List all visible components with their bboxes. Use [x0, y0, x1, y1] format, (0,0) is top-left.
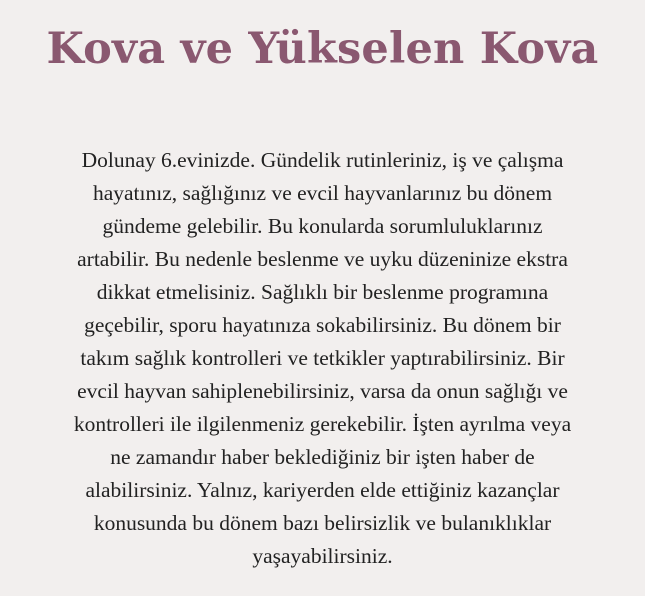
- paragraph-line: yaşayabilirsiniz.: [252, 544, 393, 568]
- horoscope-paragraph: [14, 144, 631, 573]
- paragraph-line: evcil hayvan sahiplenebilirsiniz, varsa da onun sağlığı ve: [77, 379, 568, 403]
- paragraph-line: kontrolleri ile ilgilenmeniz gerekebilir. İşten ayrılma veya: [73, 412, 572, 436]
- paragraph-line: alabilirsiniz. Yalnız, kariyerden elde ettiğiniz kazançlar: [85, 478, 560, 502]
- paragraph-line: Dolunay 6.evinizde. Gündelik rutinleriniz, iş ve çalışma: [81, 148, 564, 172]
- paragraph-line: dikkat etmelisiniz. Sağlıklı bir beslenme programına: [96, 280, 549, 304]
- paragraph-line: geçebilir, sporu hayatınıza sokabilirsiniz. Bu dönem bir: [84, 313, 561, 337]
- paragraph-line: ne zamandır haber beklediğiniz bir işten haber de: [110, 445, 535, 469]
- page-title: Kova ve Yükselen Kova: [46, 24, 599, 74]
- paragraph-line: hayatınız, sağlığınız ve evcil hayvanlarınız bu dönem: [92, 181, 553, 205]
- paragraph-line: gündeme gelebilir. Bu konularda sorumluluklarınız: [102, 214, 543, 238]
- paragraph-line: konusunda bu dönem bazı belirsizlik ve bulanıklıklar: [93, 511, 552, 535]
- paragraph-line: artabilir. Bu nedenle beslenme ve uyku düzeninize ekstra: [77, 247, 568, 271]
- paragraph-line: takım sağlık kontrolleri ve tetkikler yaptırabilirsiniz. Bir: [80, 346, 565, 370]
